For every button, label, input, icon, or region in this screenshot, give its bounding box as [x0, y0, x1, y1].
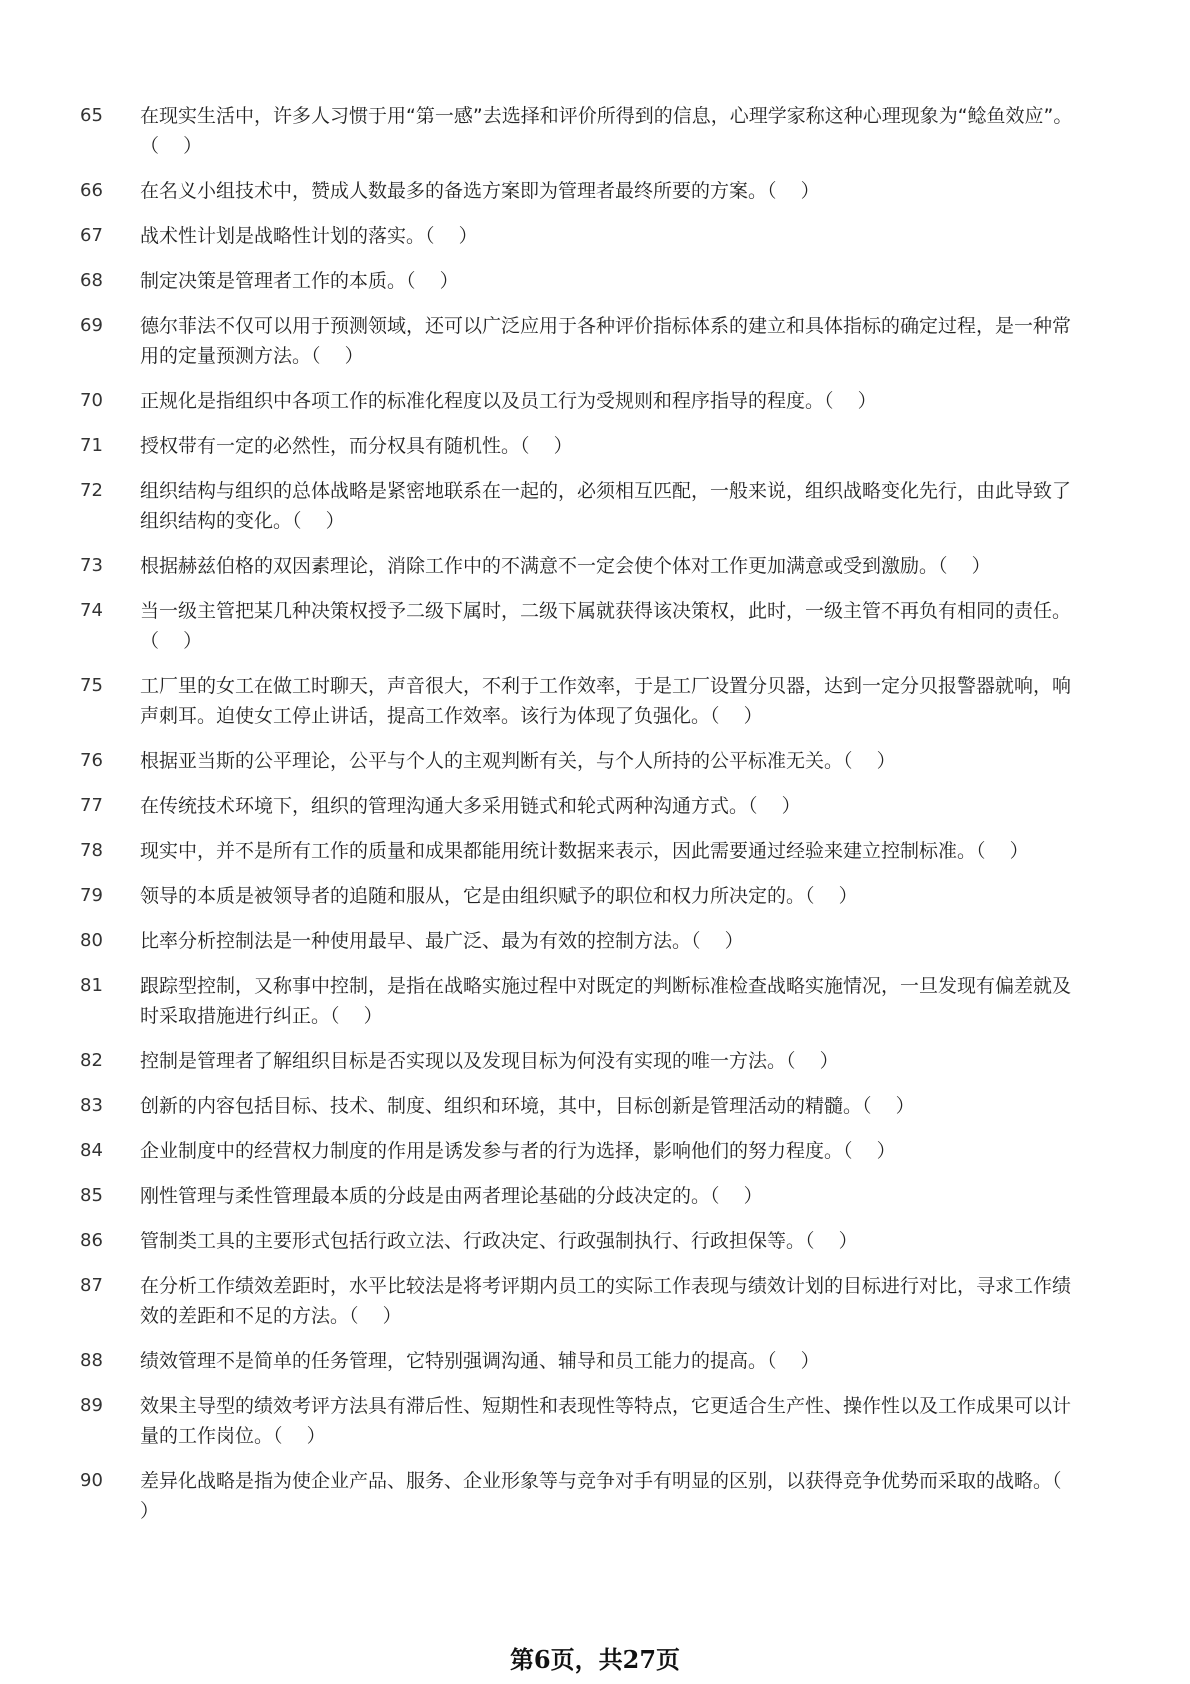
page-number-footer: 第6页，共27页: [509, 1645, 681, 1674]
question-item: [80, 221, 1080, 251]
question-text: 工厂里的女工在做工时聊天，声音很大，不利于工作效率，于是工厂设置分贝器，达到一定分贝报警器就响，响声刺耳。迫使女工停止讲话，提高工作效率。该行为体现了负强化。（ ）: [140, 675, 1072, 727]
question-item: [80, 431, 1080, 461]
question-number: 87: [80, 1275, 103, 1296]
question-item: [80, 671, 1080, 731]
question-number: 81: [80, 975, 103, 996]
question-item: [80, 836, 1080, 866]
question-text: 德尔菲法不仅可以用于预测领域，还可以广泛应用于各种评价指标体系的建立和具体指标的确定过程，是一种常用的定量预测方法。（ ）: [140, 315, 1072, 367]
question-item: [80, 971, 1080, 1031]
question-number: 75: [80, 675, 103, 696]
question-text: 组织结构与组织的总体战略是紧密地联系在一起的，必须相互匹配，一般来说，组织战略变化先行，由此导致了组织结构的变化。（ ）: [140, 480, 1072, 532]
question-number: 70: [80, 390, 103, 411]
question-text: 在名义小组技术中，赞成人数最多的备选方案即为管理者最终所要的方案。（ ）: [140, 180, 820, 202]
question-text: 战术性计划是战略性计划的落实。（ ）: [140, 225, 478, 247]
question-text: 在分析工作绩效差距时，水平比较法是将考评期内员工的实际工作表现与绩效计划的目标进行对比，寻求工作绩效的差距和不足的方法。（ ）: [140, 1275, 1072, 1327]
question-text: 现实中，并不是所有工作的质量和成果都能用统计数据来表示，因此需要通过经验来建立控制标准。（ ）: [140, 840, 1029, 862]
question-text: 创新的内容包括目标、技术、制度、组织和环境，其中，目标创新是管理活动的精髓。（ ）: [140, 1095, 915, 1117]
question-text: 管制类工具的主要形式包括行政立法、行政决定、行政强制执行、行政担保等。（ ）: [140, 1230, 858, 1252]
question-item: [80, 386, 1080, 416]
question-text: 在传统技术环境下，组织的管理沟通大多采用链式和轮式两种沟通方式。（ ）: [140, 795, 801, 817]
question-number: 69: [80, 315, 103, 336]
question-number: 82: [80, 1050, 103, 1071]
question-item: [80, 101, 1080, 161]
question-number: 80: [80, 930, 103, 951]
question-number: 85: [80, 1185, 103, 1206]
question-text: 刚性管理与柔性管理最本质的分歧是由两者理论基础的分歧决定的。（ ）: [140, 1185, 763, 1207]
question-number: 86: [80, 1230, 103, 1251]
question-item: [80, 1466, 1086, 1526]
question-number: 77: [80, 795, 103, 816]
question-number: 67: [80, 225, 103, 246]
question-item: [80, 1091, 1080, 1121]
question-text: 企业制度中的经营权力制度的作用是诱发参与者的行为选择，影响他们的努力程度。（ ）: [140, 1140, 896, 1162]
question-item: [80, 1346, 1080, 1376]
question-number: 83: [80, 1095, 103, 1116]
question-number: 79: [80, 885, 103, 906]
question-item: [80, 746, 1080, 776]
question-item: [80, 311, 1080, 371]
question-item: [80, 881, 1080, 911]
question-text: 效果主导型的绩效考评方法具有滞后性、短期性和表现性等特点，它更适合生产性、操作性以及工作成果可以计量的工作岗位。（ ）: [140, 1395, 1072, 1447]
question-text: 制定决策是管理者工作的本质。（ ）: [140, 270, 459, 292]
question-number: 68: [80, 270, 103, 291]
question-item: [80, 266, 1080, 296]
question-number: 66: [80, 180, 103, 201]
question-number: 74: [80, 600, 103, 621]
question-item: [80, 1046, 1080, 1076]
question-text: 控制是管理者了解组织目标是否实现以及发现目标为何没有实现的唯一方法。（ ）: [140, 1050, 839, 1072]
question-number: 78: [80, 840, 103, 861]
question-number: 72: [80, 480, 103, 501]
question-item: [80, 596, 1080, 656]
question-item: [80, 551, 1080, 581]
question-text: 跟踪型控制，又称事中控制，是指在战略实施过程中对既定的判断标准检查战略实施情况，一旦发现有偏差就及时采取措施进行纠正。（ ）: [140, 975, 1072, 1027]
question-text: 绩效管理不是简单的任务管理，它特别强调沟通、辅导和员工能力的提高。（ ）: [140, 1350, 820, 1372]
question-text: 领导的本质是被领导者的追随和服从，它是由组织赋予的职位和权力所决定的。（ ）: [140, 885, 858, 907]
question-text: 授权带有一定的必然性，而分权具有随机性。（ ）: [140, 435, 573, 457]
question-item: [80, 791, 1080, 821]
question-number: 90: [80, 1470, 103, 1491]
question-text: 差异化战略是指为使企业产品、服务、企业形象等与竞争对手有明显的区别，以获得竞争优势而采取的战略。（ ）: [140, 1470, 1086, 1522]
question-number: 73: [80, 555, 103, 576]
question-text: 当一级主管把某几种决策权授予二级下属时，二级下属就获得该决策权，此时，一级主管不再负有相同的责任。（ ）: [140, 600, 1072, 652]
question-item: [80, 1271, 1080, 1331]
question-number: 88: [80, 1350, 103, 1371]
question-number: 76: [80, 750, 103, 771]
question-number: 84: [80, 1140, 103, 1161]
question-item: [80, 476, 1080, 536]
question-text: 比率分析控制法是一种使用最早、最广泛、最为有效的控制方法。（ ）: [140, 930, 744, 952]
question-list: [80, 101, 1086, 1541]
question-text: 根据赫兹伯格的双因素理论，消除工作中的不满意不一定会使个体对工作更加满意或受到激励。（ ）: [140, 555, 991, 577]
question-item: [80, 1181, 1080, 1211]
question-item: [80, 1391, 1080, 1451]
question-number: 89: [80, 1395, 103, 1416]
question-item: [80, 926, 1080, 956]
question-number: 65: [80, 105, 103, 126]
question-item: [80, 176, 1080, 206]
question-text: 在现实生活中，许多人习惯于用“第一感”去选择和评价所得到的信息，心理学家称这种心理现象为“鲶鱼效应”。（ ）: [140, 105, 1073, 157]
question-text: 正规化是指组织中各项工作的标准化程度以及员工行为受规则和程序指导的程度。（ ）: [140, 390, 877, 412]
question-number: 71: [80, 435, 103, 456]
question-item: [80, 1136, 1080, 1166]
question-text: 根据亚当斯的公平理论，公平与个人的主观判断有关，与个人所持的公平标准无关。（ ）: [140, 750, 896, 772]
question-item: [80, 1226, 1080, 1256]
